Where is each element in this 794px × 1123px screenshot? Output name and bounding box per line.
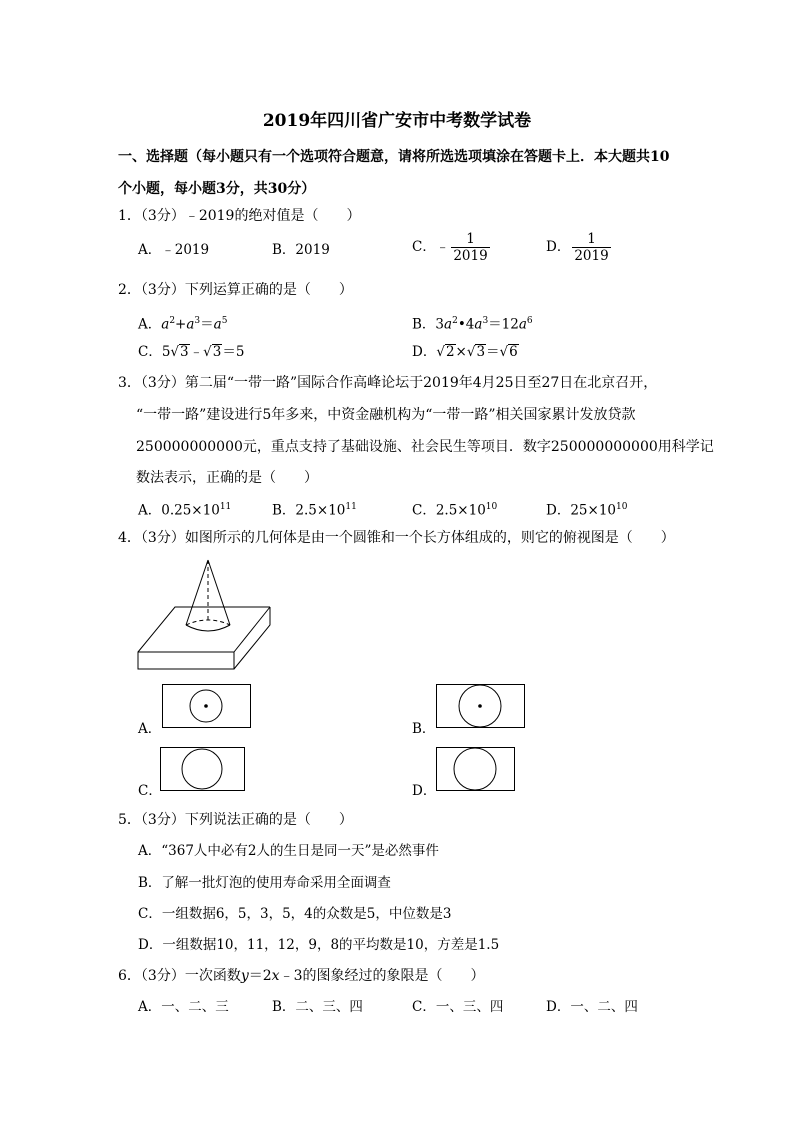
q4-option-a-label: A．	[138, 721, 162, 737]
q3-stem-line3: 250000000000元，重点支持了基础设施、社会民生等项目．数字250000000000用科学记	[136, 439, 714, 455]
option-text: C．2.5×10	[412, 502, 486, 519]
q4-option-d-top-view	[436, 747, 516, 792]
q2-stem: 2．（3分）下列运算正确的是（ ）	[118, 282, 353, 298]
q1-option-c-fraction	[451, 231, 489, 264]
q6-stem-part: 6．（3分）一次函数	[118, 968, 241, 984]
q1-option-d-label: D．	[546, 239, 571, 255]
fraction-denominator: 2019	[574, 248, 609, 264]
q2-option-d: D．√2×√3＝√6	[412, 344, 518, 360]
q6-option-b: B．二、三、四	[272, 999, 363, 1015]
q6-option-c: C．一、三、四	[412, 999, 504, 1015]
q4-option-b-top-view	[436, 684, 526, 729]
option-label: A．	[138, 316, 162, 333]
q6-option-d: D．一、二、四	[546, 999, 638, 1015]
option-text: B．2.5×10	[272, 502, 346, 519]
section-header-line2: 个小题，每小题3分，共30分）	[118, 181, 316, 197]
q3-option-a	[138, 497, 231, 521]
q3-stem-line1: 3．（3分）第二届“一带一路”国际合作高峰论坛于2019年4月25日至27日在北京召开，	[118, 375, 658, 391]
fraction-numerator: 1	[451, 231, 489, 248]
q1-option-a: A．﹣2019	[138, 242, 210, 258]
option-label: B．	[412, 316, 436, 333]
fraction-numerator: 1	[572, 231, 610, 248]
q6-variable-x: x	[271, 968, 280, 984]
q2-option-b: B．$3a^2•4a^3=12a^6$	[412, 316, 533, 333]
q5-option-d: D．一组数据10，11，12，9，8的平均数是10，方差是1.5	[138, 937, 500, 953]
section-header-line1: 一、选择题（每小题只有一个选项符合题意，请将所选选项填涂在答题卡上．本大题共10	[118, 149, 670, 165]
q6-variable-y: y	[240, 968, 249, 984]
option-exponent: 11	[219, 502, 232, 512]
q3-option-c	[412, 497, 497, 521]
paper-title: 2019年四川省广安市中考数学试卷	[262, 111, 532, 131]
option-label: C．	[138, 344, 162, 360]
q4-option-d-label: D．	[412, 783, 437, 799]
q1-option-c-label: C．﹣	[412, 239, 450, 255]
q4-option-c-top-view	[160, 747, 246, 792]
q2-option-c: C．5√3﹣√3＝5	[138, 344, 245, 360]
q6-stem	[118, 966, 485, 986]
q4-option-a-top-view	[162, 684, 252, 729]
q1-option-c	[412, 231, 492, 264]
q4-option-c-label: C．	[138, 783, 162, 799]
q1-option-d	[546, 231, 613, 264]
option-exponent: 11	[345, 502, 357, 512]
fraction-denominator: 2019	[453, 248, 488, 264]
q3-option-d	[546, 497, 627, 521]
q1-option-b: B．2019	[272, 242, 330, 258]
option-text: A．0.25×10	[138, 502, 220, 519]
q5-option-a: A．“367人中必有2人的生日是同一天”是必然事件	[138, 843, 439, 859]
q2-option-a: A．$a^2+a^3=a^5$	[138, 316, 228, 333]
q6-stem-part: ﹣3的图象经过的象限是（ ）	[279, 968, 485, 984]
q1-option-d-fraction	[572, 231, 610, 264]
q4-option-b-label: B．	[412, 721, 436, 737]
q5-stem: 5．（3分）下列说法正确的是（ ）	[118, 812, 353, 828]
q6-option-a: A．一、二、三	[138, 999, 229, 1015]
q3-stem-line2: “一带一路”建设进行5年多来，中资金融机构为“一带一路”相关国家累计发放贷款	[136, 407, 636, 423]
option-exponent: 10	[616, 502, 628, 512]
q3-stem-line4: 数法表示，正确的是（ ）	[136, 470, 318, 486]
option-text: D．25×10	[546, 502, 616, 519]
q3-option-b	[272, 497, 357, 521]
option-label: D．	[412, 344, 437, 360]
q4-stem: 4．（3分）如图所示的几何体是由一个圆锥和一个长方体组成的，则它的俯视图是（ ）	[118, 530, 675, 546]
q6-stem-part: ＝2	[248, 968, 272, 984]
q1-stem: 1．（3分）﹣2019的绝对值是（ ）	[118, 208, 361, 224]
option-exponent: 10	[485, 502, 498, 512]
q5-option-b: B．了解一批灯泡的使用寿命采用全面调查	[138, 875, 391, 891]
q5-option-c: C．一组数据6，5，3，5，4的众数是5，中位数是3	[138, 906, 452, 922]
cone-on-cuboid-figure	[130, 555, 280, 675]
